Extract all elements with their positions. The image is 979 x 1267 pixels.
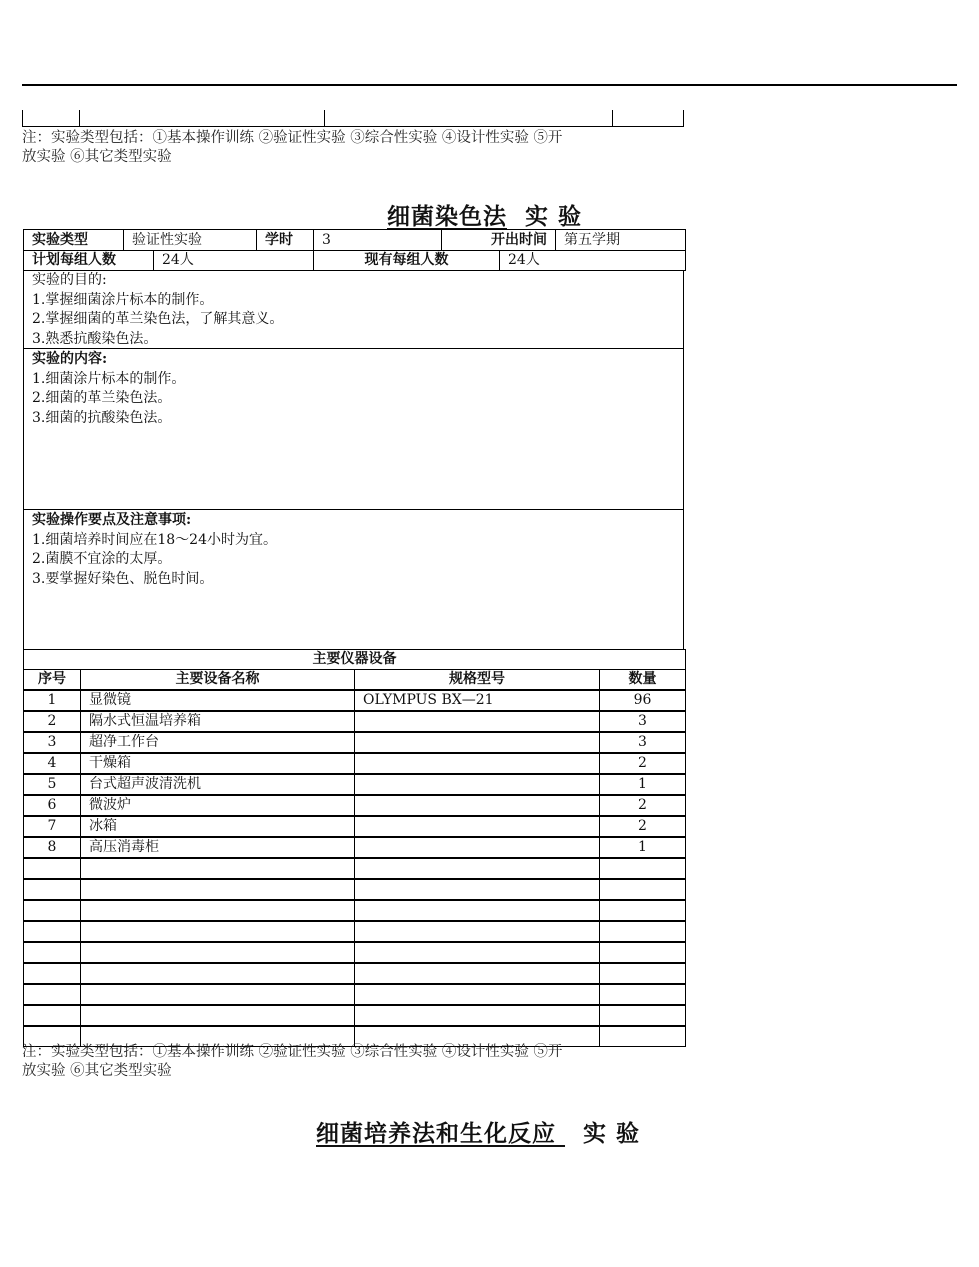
next-title-suffix: 实 验 bbox=[583, 1120, 641, 1147]
type-label: 实验类型 bbox=[24, 230, 124, 251]
equipment-row bbox=[24, 858, 686, 879]
equipment-row bbox=[24, 984, 686, 1005]
row-index bbox=[24, 858, 81, 879]
row-quantity bbox=[600, 858, 686, 879]
row-index: 3 bbox=[24, 732, 81, 753]
row-quantity bbox=[600, 984, 686, 1005]
row-quantity bbox=[600, 879, 686, 900]
row-quantity: 3 bbox=[600, 711, 686, 732]
row-model bbox=[355, 711, 600, 732]
row-quantity bbox=[600, 1005, 686, 1026]
equipment-header-row bbox=[24, 670, 686, 691]
previous-table-bottom bbox=[22, 110, 684, 127]
info-row-1 bbox=[24, 230, 686, 251]
row-index bbox=[24, 921, 81, 942]
col-header-index: 序号 bbox=[24, 670, 81, 691]
row-index bbox=[24, 963, 81, 984]
experiment-info-table bbox=[23, 229, 686, 251]
info-row-2 bbox=[24, 251, 686, 271]
row-name bbox=[81, 858, 355, 879]
content-heading: 实验的内容: bbox=[32, 351, 108, 367]
purpose-item: 3.熟悉抗酸染色法。 bbox=[32, 330, 158, 347]
row-model bbox=[355, 858, 600, 879]
row-name: 高压消毒柜 bbox=[81, 837, 355, 858]
notes-item: 2.菌膜不宜涂的太厚。 bbox=[32, 551, 172, 567]
equipment-row bbox=[24, 711, 686, 732]
equipment-row bbox=[24, 900, 686, 921]
equipment-row bbox=[24, 753, 686, 774]
hours-label: 学时 bbox=[257, 230, 314, 251]
col-header-name: 主要设备名称 bbox=[81, 670, 355, 691]
purpose-item: 1.掌握细菌涂片标本的制作。 bbox=[32, 291, 214, 308]
row-name: 显微镜 bbox=[81, 690, 355, 711]
row-model bbox=[355, 732, 600, 753]
row-index bbox=[24, 942, 81, 963]
equipment-row bbox=[24, 879, 686, 900]
row-index: 5 bbox=[24, 774, 81, 795]
experiment-type-note-bottom bbox=[22, 1043, 692, 1081]
page-top-rule bbox=[22, 84, 957, 86]
purpose-section bbox=[23, 270, 684, 349]
current-value: 24人 bbox=[500, 251, 686, 271]
row-name bbox=[81, 1005, 355, 1026]
note-line-2: 放实验 ⑥其它类型实验 bbox=[22, 149, 172, 165]
planned-label: 计划每组人数 bbox=[24, 251, 154, 271]
content-item: 2.细菌的革兰染色法。 bbox=[32, 390, 172, 406]
col-header-quantity: 数量 bbox=[600, 670, 686, 691]
equipment-table bbox=[23, 649, 686, 1047]
row-name bbox=[81, 921, 355, 942]
row-name: 超净工作台 bbox=[81, 732, 355, 753]
type-value: 验证性实验 bbox=[124, 230, 257, 251]
row-name: 微波炉 bbox=[81, 795, 355, 816]
row-name bbox=[81, 963, 355, 984]
content-item: 1.细菌涂片标本的制作。 bbox=[32, 370, 186, 387]
equipment-rows bbox=[24, 690, 686, 1047]
row-model bbox=[355, 774, 600, 795]
note-line-2: 放实验 ⑥其它类型实验 bbox=[22, 1063, 172, 1079]
row-name bbox=[81, 984, 355, 1005]
row-index bbox=[24, 1005, 81, 1026]
row-model bbox=[355, 795, 600, 816]
open-time-label: 开出时间 bbox=[442, 230, 556, 251]
note-line-1: 注：实验类型包括：①基本操作训练 ②验证性实验 ③综合性实验 ④设计性实验 ⑤开 bbox=[22, 1044, 563, 1060]
row-name bbox=[81, 900, 355, 921]
row-quantity bbox=[600, 942, 686, 963]
equipment-row bbox=[24, 837, 686, 858]
content-section bbox=[23, 349, 684, 510]
row-model bbox=[355, 879, 600, 900]
row-index: 4 bbox=[24, 753, 81, 774]
row-model bbox=[355, 816, 600, 837]
equipment-row bbox=[24, 816, 686, 837]
row-quantity bbox=[600, 963, 686, 984]
row-model bbox=[355, 837, 600, 858]
row-name: 隔水式恒温培养箱 bbox=[81, 711, 355, 732]
row-index bbox=[24, 984, 81, 1005]
row-index: 1 bbox=[24, 690, 81, 711]
row-index bbox=[24, 879, 81, 900]
purpose-item: 2.掌握细菌的革兰染色法，了解其意义。 bbox=[32, 311, 284, 327]
row-name: 台式超声波清洗机 bbox=[81, 774, 355, 795]
experiment-title-name: 细菌染色法 bbox=[387, 203, 507, 230]
row-index bbox=[24, 900, 81, 921]
equipment-row bbox=[24, 963, 686, 984]
row-name bbox=[81, 942, 355, 963]
row-name bbox=[81, 879, 355, 900]
equipment-row bbox=[24, 732, 686, 753]
equipment-row bbox=[24, 942, 686, 963]
purpose-heading: 实验的目的: bbox=[32, 272, 107, 288]
notes-section bbox=[23, 510, 684, 650]
row-quantity: 1 bbox=[600, 774, 686, 795]
row-quantity: 2 bbox=[600, 795, 686, 816]
equipment-row bbox=[24, 921, 686, 942]
row-index: 7 bbox=[24, 816, 81, 837]
equipment-caption-row bbox=[24, 650, 686, 670]
open-time-value: 第五学期 bbox=[556, 230, 686, 251]
equipment-row bbox=[24, 795, 686, 816]
row-quantity: 96 bbox=[600, 690, 686, 711]
row-quantity: 3 bbox=[600, 732, 686, 753]
col-header-model: 规格型号 bbox=[355, 670, 600, 691]
experiment-title-suffix: 实 验 bbox=[525, 203, 583, 230]
note-line-1: 注：实验类型包括：①基本操作训练 ②验证性实验 ③综合性实验 ④设计性实验 ⑤开 bbox=[22, 130, 563, 146]
experiment-title bbox=[387, 198, 582, 231]
row-model bbox=[355, 753, 600, 774]
current-label: 现有每组人数 bbox=[314, 251, 500, 271]
equipment-row bbox=[24, 690, 686, 711]
row-model bbox=[355, 942, 600, 963]
notes-item: 3.要掌握好染色、脱色时间。 bbox=[32, 570, 214, 587]
row-quantity bbox=[600, 900, 686, 921]
row-name: 冰箱 bbox=[81, 816, 355, 837]
row-quantity: 2 bbox=[600, 816, 686, 837]
hours-value: 3 bbox=[314, 230, 442, 251]
experiment-type-note-top bbox=[22, 129, 692, 167]
experiment-group-table bbox=[23, 250, 686, 271]
row-model: OLYMPUS BX—21 bbox=[355, 690, 600, 711]
equipment-row bbox=[24, 1005, 686, 1026]
row-quantity bbox=[600, 921, 686, 942]
row-model bbox=[355, 963, 600, 984]
notes-heading: 实验操作要点及注意事项: bbox=[32, 512, 192, 528]
content-item: 3.细菌的抗酸染色法。 bbox=[32, 409, 172, 426]
row-index: 6 bbox=[24, 795, 81, 816]
planned-value: 24人 bbox=[154, 251, 314, 271]
next-experiment-title bbox=[316, 1115, 640, 1148]
row-index: 8 bbox=[24, 837, 81, 858]
row-quantity: 2 bbox=[600, 753, 686, 774]
row-model bbox=[355, 921, 600, 942]
equipment-row bbox=[24, 774, 686, 795]
notes-item: 1.细菌培养时间应在18～24小时为宜。 bbox=[32, 531, 277, 548]
equipment-caption: 主要仪器设备 bbox=[24, 650, 686, 670]
row-index: 2 bbox=[24, 711, 81, 732]
row-model bbox=[355, 900, 600, 921]
next-title-name: 细菌培养法和生化反应 bbox=[316, 1120, 556, 1147]
row-name: 干燥箱 bbox=[81, 753, 355, 774]
row-model bbox=[355, 984, 600, 1005]
row-model bbox=[355, 1005, 600, 1026]
row-quantity: 1 bbox=[600, 837, 686, 858]
